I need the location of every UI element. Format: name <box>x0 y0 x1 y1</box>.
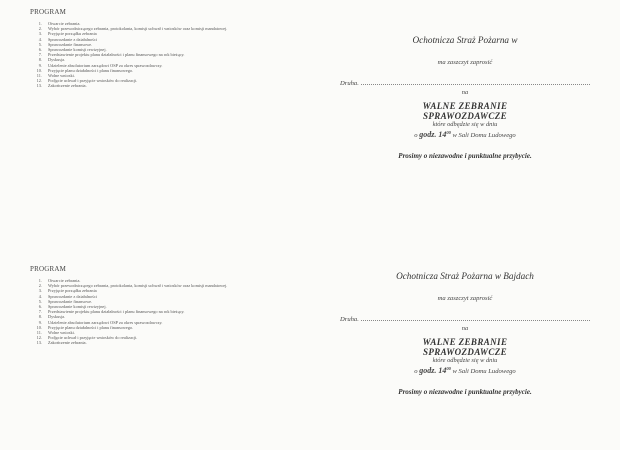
name-fill-line <box>361 314 590 321</box>
program-item-text: Podjęcie uchwał i przyjęcie wniosków do realizacji. <box>48 78 138 84</box>
program-section <box>30 265 320 346</box>
time-suffix: w Sali Domu Ludowego <box>452 367 516 375</box>
time-prefix: o <box>414 131 418 139</box>
program-title: PROGRAM <box>30 8 67 16</box>
program-item-text: Przyjęcie planu działalności i planu finansowego. <box>48 324 134 330</box>
program-item-text: Sprawozdanie finansowe. <box>48 298 93 304</box>
invitation-section <box>340 35 590 160</box>
org-name: Ochotnicza Straż Pożarna w Bajdach <box>396 271 534 281</box>
program-item-number: 13. <box>36 83 42 89</box>
program-item-number: 13. <box>36 340 42 346</box>
program-item-number: 5. <box>38 298 42 304</box>
druha-label: Druha. <box>340 316 359 323</box>
program-item-text: Dyskusja. <box>48 314 66 320</box>
program-item-number: 3. <box>38 31 42 37</box>
time-sup: 00 <box>446 365 451 371</box>
meeting-title-line-1: WALNE ZEBRANIE <box>422 101 508 111</box>
program-item-number: 3. <box>38 288 42 294</box>
program-item-number: 7. <box>38 52 42 58</box>
org-name: Ochotnicza Straż Pożarna w <box>412 35 518 45</box>
program-item-number: 11. <box>36 73 42 79</box>
program-item-number: 1. <box>38 278 42 283</box>
meeting-title-line-2: SPRAWOZDAWCZE <box>422 111 508 121</box>
invitation-card-bottom <box>0 225 620 450</box>
program-item-text: Wolne wnioski. <box>48 330 75 336</box>
program-item-text: Dyskusja. <box>48 57 66 63</box>
program-item-text: Sprawozdanie z działalności <box>48 293 97 299</box>
program-item-text: Przyjęcie porządku zebrania <box>48 31 97 37</box>
druha-row <box>340 314 590 323</box>
program-item-text: Udzielenie absolutorium zarządowi OSP za okres sprawozdawczy. <box>48 319 163 325</box>
program-item-text: Przyjęcie planu działalności i planu finansowego. <box>48 67 134 73</box>
program-item-number: 9. <box>38 62 42 68</box>
program-item-text: Podjęcie uchwał i przyjęcie wniosków do realizacji. <box>48 335 138 341</box>
program-item-number: 8. <box>38 314 42 320</box>
closing-line: Prosimy o niezawodne i punktualne przybycie. <box>398 151 532 160</box>
program-item-number: 9. <box>38 319 42 325</box>
time-line <box>340 365 590 376</box>
program-item-text: Wybór przewodniczącego zebrania, protokolanta, komisji uchwał i wniosków oraz komisji mandatowej. <box>48 283 228 289</box>
time-sup: 00 <box>446 129 451 135</box>
program-item-number: 7. <box>38 309 42 315</box>
program-item-number: 2. <box>38 283 42 289</box>
program-item-text: Otwarcie zebrania. <box>48 21 81 26</box>
program-item-number: 6. <box>38 304 42 310</box>
program-item <box>30 340 320 345</box>
time-prefix: o <box>414 367 418 375</box>
program-list <box>30 21 320 89</box>
meeting-title-line-1: WALNE ZEBRANIE <box>422 337 508 347</box>
na-word: na <box>461 325 469 332</box>
time-line <box>340 129 590 140</box>
name-fill-line <box>361 78 590 85</box>
program-section <box>30 8 320 89</box>
program-item-text: Zakończenie zebrania. <box>48 340 87 346</box>
program-item <box>30 83 320 88</box>
program-item-text: Sprawozdanie finansowe. <box>48 41 93 47</box>
druha-row <box>340 78 590 87</box>
program-item-number: 10. <box>36 324 42 330</box>
program-item-text: Wybór przewodniczącego zebrania, protokolanta, komisji uchwał i wniosków oraz komisji mandatowej. <box>48 26 228 32</box>
meeting-title-line-2: SPRAWOZDAWCZE <box>422 347 508 357</box>
program-item-text: Wolne wnioski. <box>48 73 75 79</box>
program-item-number: 12. <box>36 335 42 341</box>
time-bold: godz. 14 <box>419 129 447 139</box>
time-suffix: w Sali Domu Ludowego <box>452 131 516 139</box>
program-item-text: Zakończenie zebrania. <box>48 83 87 89</box>
program-item-text: Przedstawienie projektu planu działalności i planu finansowego na rok bieżący. <box>48 309 185 315</box>
program-item-text: Sprawozdanie komisji rewizyjnej. <box>48 304 107 310</box>
date-line: które odbędzie się w dniu <box>432 357 498 364</box>
date-line: które odbędzie się w dniu <box>432 121 498 128</box>
program-item-text: Przedstawienie projektu planu działalności i planu finansowego na rok bieżący. <box>48 52 185 58</box>
program-item-number: 11. <box>36 330 42 336</box>
invite-line: ma zaszczyt zaprosić <box>437 59 493 66</box>
program-item-number: 1. <box>38 21 42 26</box>
program-item-number: 5. <box>38 41 42 47</box>
closing-line: Prosimy o niezawodne i punktualne przybycie. <box>398 387 532 396</box>
program-item-number: 4. <box>38 36 42 42</box>
na-word: na <box>461 89 469 96</box>
program-item-text: Przyjęcie porządku zebrania <box>48 288 97 294</box>
program-item-text: Sprawozdanie komisji rewizyjnej. <box>48 47 107 53</box>
time-bold: godz. 14 <box>419 365 447 375</box>
program-item-number: 8. <box>38 57 42 63</box>
invite-line: ma zaszczyt zaprosić <box>437 295 493 302</box>
program-list <box>30 278 320 346</box>
program-item-number: 6. <box>38 47 42 53</box>
program-item-number: 2. <box>38 26 42 32</box>
program-item-text: Sprawozdanie z działalności <box>48 36 97 42</box>
program-item-number: 4. <box>38 293 42 299</box>
program-item-number: 12. <box>36 78 42 84</box>
program-item-text: Otwarcie zebrania. <box>48 278 81 283</box>
program-item-text: Udzielenie absolutorium zarządowi OSP za okres sprawozdawczy. <box>48 62 163 68</box>
program-item-number: 10. <box>36 67 42 73</box>
druha-label: Druha. <box>340 80 359 87</box>
invitation-section <box>340 271 590 396</box>
program-title: PROGRAM <box>30 265 67 273</box>
